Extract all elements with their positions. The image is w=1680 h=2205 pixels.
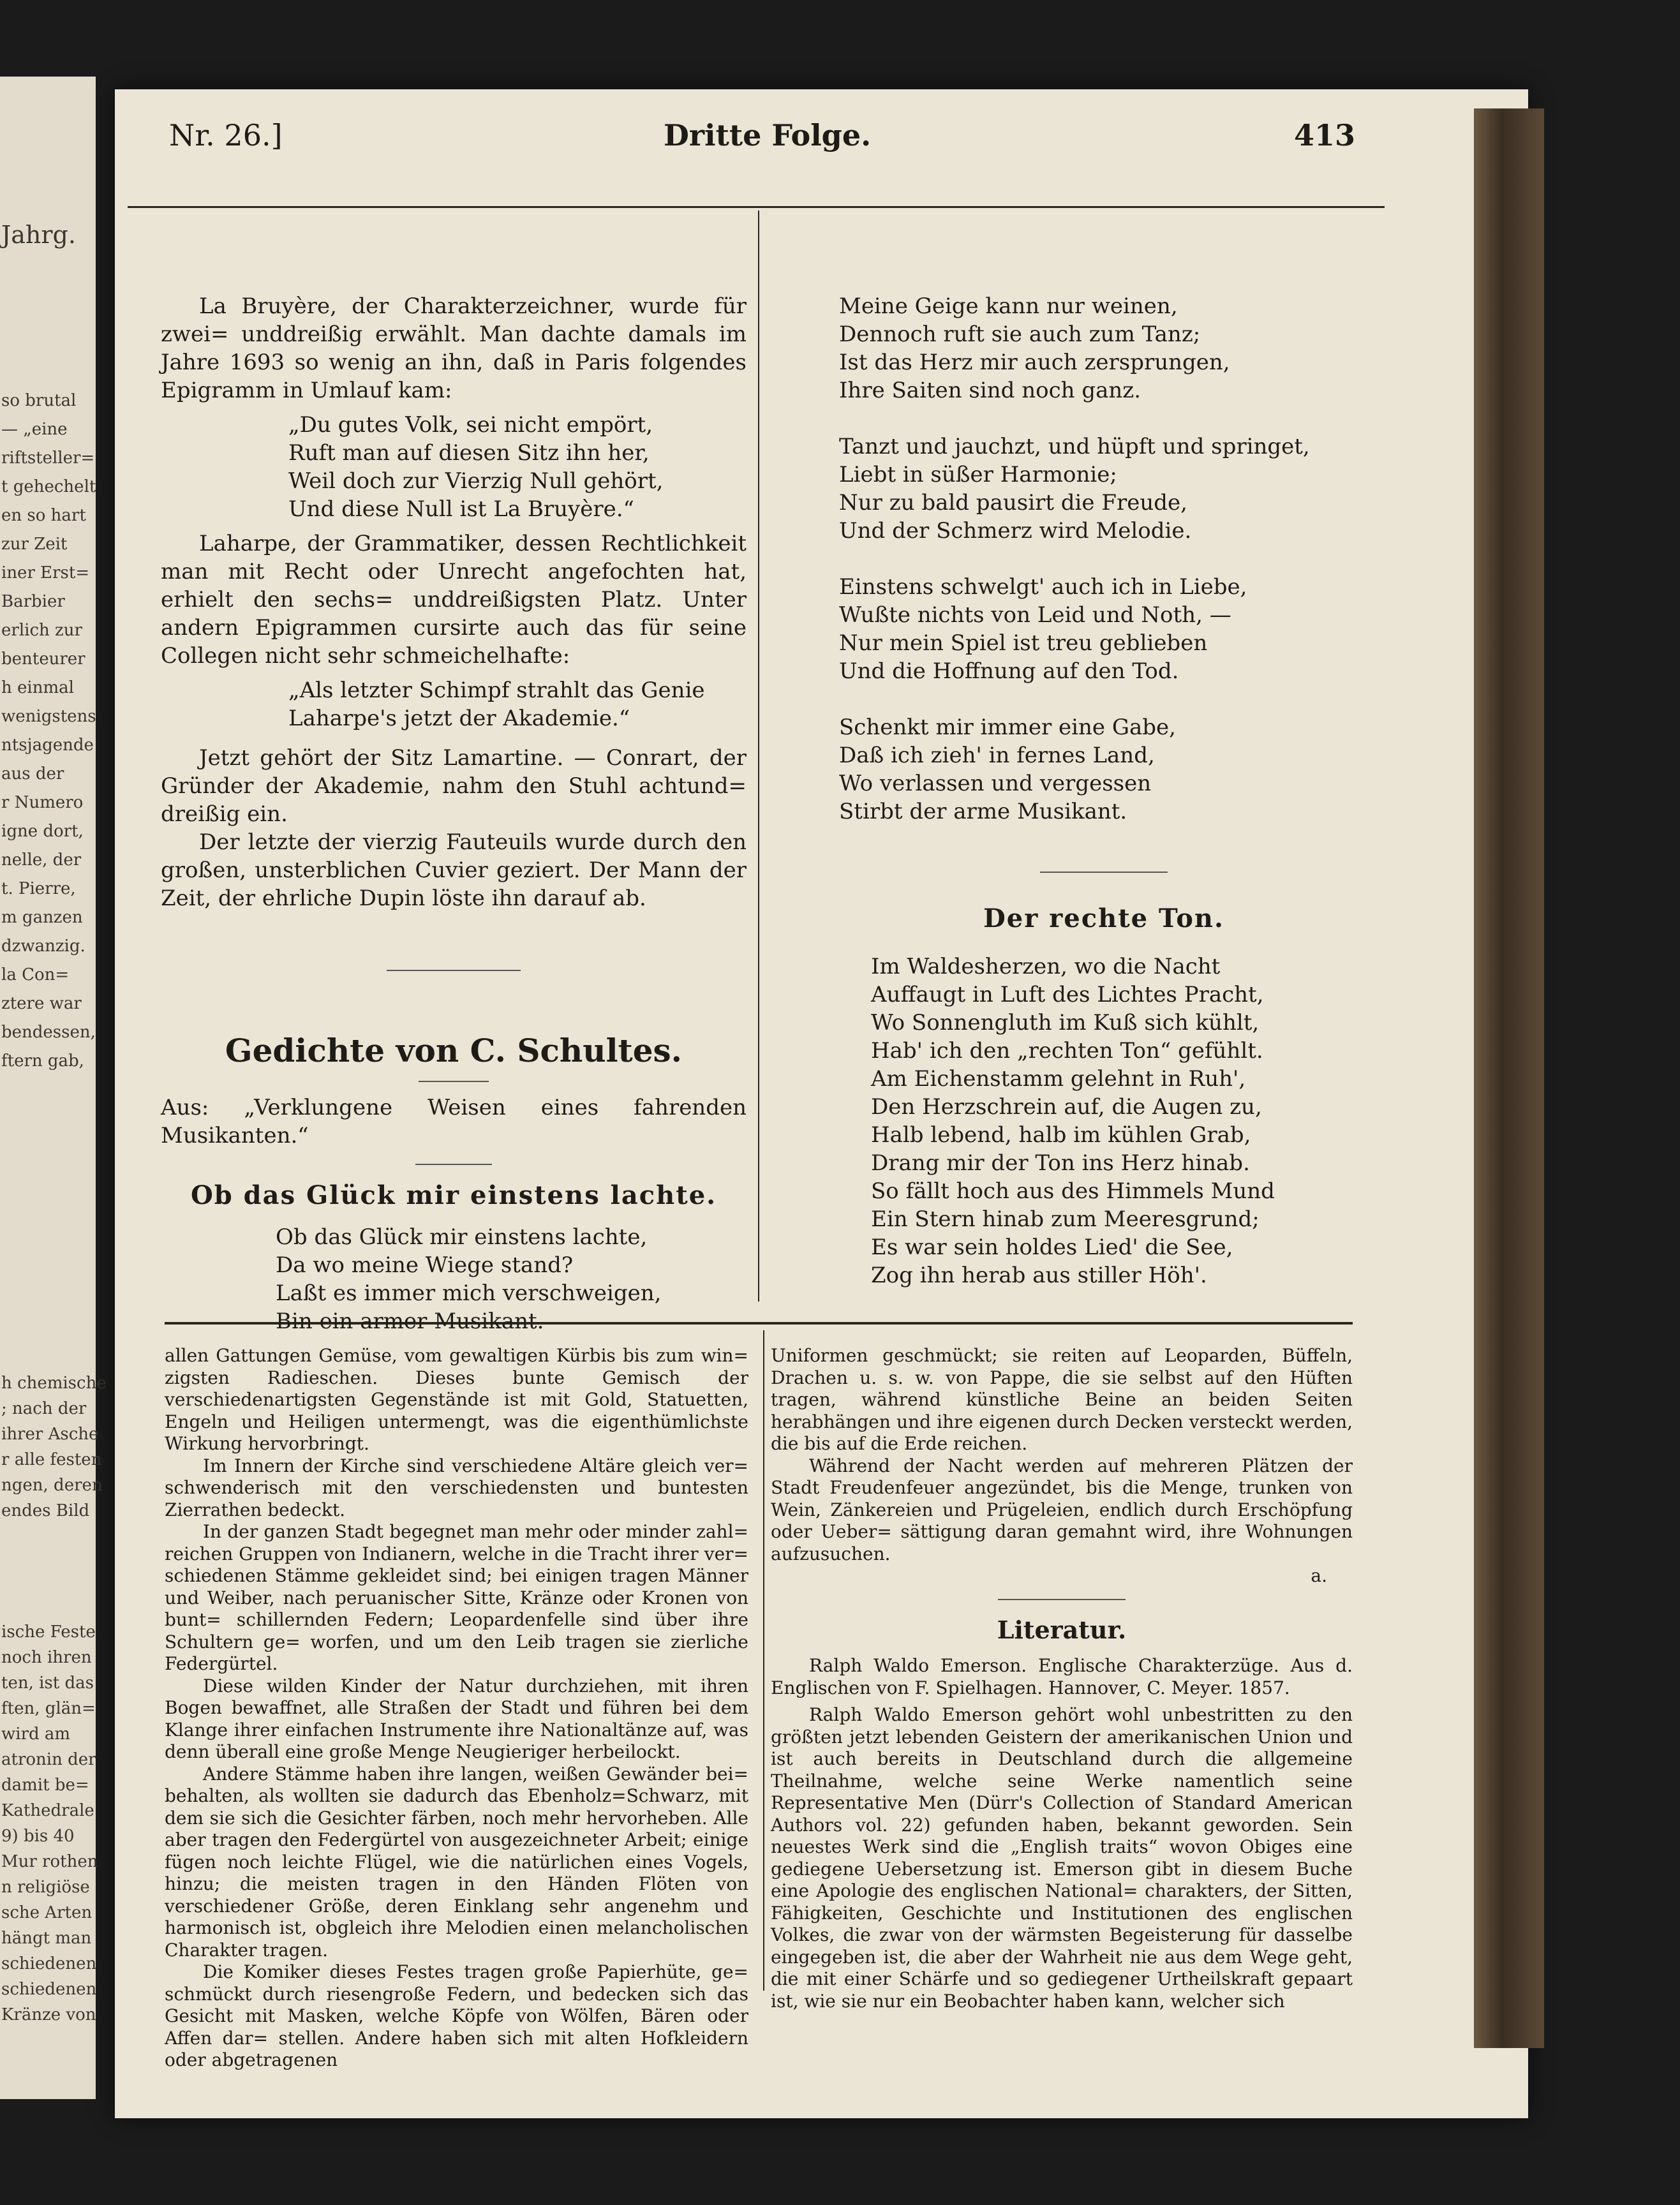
source-line: Aus: „Verklungene Weisen eines fahrenden Musikanten.“ bbox=[161, 1095, 747, 1148]
left-page-fragment: wenigstens bbox=[1, 707, 96, 726]
separator bbox=[387, 970, 521, 971]
paragraph: Jetzt gehört der Sitz Lamartine. — Conrart, der Gründer der Akademie, nahm den Stuhl achtund= dreißig ein. bbox=[161, 745, 747, 827]
paragraph: Im Innern der Kirche sind verschiedene Altäre gleich ver= schwenderisch mit den verschiedensten und buntesten Zierrathen bedeckt. bbox=[165, 1455, 748, 1520]
left-page-fragment: dzwanzig. bbox=[1, 937, 85, 956]
paragraph: Die Komiker dieses Festes tragen große Papierhüte, ge= schmückt durch riesengroße Federn, und bedecken sich das Gesicht mit Masken, welche Köpfe von Wölfen, Bären oder Affen dar= stellen. Andere haben sich mit alten Hofkleidern oder abgetragenen bbox=[165, 1961, 748, 2070]
book-entry: Ralph Waldo Emerson. Englische Charakterzüge. Aus d. Englischen von F. Spielhagen. Hannover, C. Meyer. 1857. bbox=[771, 1655, 1353, 1698]
left-page-fragment: ten, ist das bbox=[1, 1674, 94, 1693]
poem-stanza: Einstens schwelgt' auch ich in Liebe, Wußte nichts von Leid und Noth, — Nur mein Spiel ist treu geblieben Und die Hoffnung auf den Tod. bbox=[839, 574, 1247, 684]
left-page-fragment: t gehechelt bbox=[1, 477, 96, 496]
epigram-1: „Du gutes Volk, sei nicht empört, Ruft man auf diesen Sitz ihn her, Weil doch zur Vierzig Null gehört, Und diese Null ist La Bruyère.“ bbox=[288, 412, 664, 522]
left-page-fragment: noch ihren bbox=[1, 1648, 92, 1667]
left-page-fragment: en so hart bbox=[1, 506, 86, 525]
poem-stanza: Meine Geige kann nur weinen, Dennoch ruft sie auch zum Tanz; Ist das Herz mir auch zersprungen, Ihre Saiten sind noch ganz. bbox=[839, 293, 1230, 403]
left-page-fragment: t. Pierre, bbox=[1, 879, 76, 898]
left-page-fragment: h einmal bbox=[1, 678, 74, 697]
left-page-fragment: aus der bbox=[1, 764, 64, 783]
separator bbox=[1040, 872, 1168, 873]
literature-title: Literatur. bbox=[997, 1615, 1127, 1644]
book-spine bbox=[1474, 108, 1544, 2048]
paragraph: Laharpe, der Grammatiker, dessen Rechtlichkeit man mit Recht oder Unrecht angefochten hat, erhielt den sechs= unddreißigsten Platz. Unter andern Epigrammen cursirte auch das für seine Collegen nicht sehr schmeichelhafte: bbox=[161, 531, 747, 669]
left-page-fragment: n religiöse bbox=[1, 1878, 90, 1897]
paragraph: Der letzte der vierzig Fauteuils wurde durch den großen, unsterblichen Cuvier geziert. Der Mann der Zeit, der ehrliche Dupin löste ihn darauf ab. bbox=[161, 829, 747, 911]
separator bbox=[415, 1164, 492, 1165]
left-page-fragment: ihrer Asche bbox=[1, 1425, 99, 1444]
paragraph: Andere Stämme haben ihre langen, weißen Gewänder bei= behalten, als wollten sie dadurch das Ebenholz=Schwarz, mit dem sie sich die Gesichter färben, noch mehr hervorheben. Alle aber tragen den Federgürtel von ausgezeichneter Arbeit; einige fügen noch leichte Flügel, wie die natürlichen eines Vogels, hinzu; die meisten tragen in den Händen Flöten von verschiedener Größe, deren Einklang sehr angenehm und harmonisch ist, obgleich ihre Melodien einen melancholischen Charakter tragen. bbox=[165, 1763, 748, 1961]
left-page-header: Jahrg. bbox=[1, 221, 76, 249]
left-page-fragment: iner Erst= bbox=[1, 563, 90, 583]
column-divider-top bbox=[758, 211, 759, 1302]
paragraph: In der ganzen Stadt begegnet man mehr oder minder zahl= reichen Gruppen von Indianern, welche in die Tracht ihrer ver= schiedenen Stämme gekleidet sind; bei einigen tragen Männer und Weiber, nach peruanischer Sitte, Kränze oder Kronen von bunt= schillernden Federn; Leopardenfelle sind über ihre Schultern ge= worfen, und um den Leib tragen sie zierliche Federgürtel. bbox=[165, 1521, 748, 1674]
left-page-fragment: so brutal bbox=[1, 391, 77, 410]
separator bbox=[419, 1081, 489, 1082]
left-page-fragment: r Numero bbox=[1, 793, 84, 812]
left-page-fragment: damit be= bbox=[1, 1776, 89, 1795]
header-rule bbox=[128, 206, 1385, 208]
paragraph: Ralph Waldo Emerson gehört wohl unbestritten zu den größten jetzt lebenden Geistern der amerikanischen Union und ist auch bereits in Deutschland durch die allgemeine Theilnahme, welche seine Werke namentlich seine Representative Men (Dürr's Collection of Standard American Authors vol. 22) gefunden haben, bekannt geworden. Sein neuestes Werk sind die „English traits“ wovon Obiges eine gediegene Uebersetzung ist. Emerson gibt in diesem Buche eine Apologie des englischen National= charakters, der Sitten, Fähigkeiten, Geschichte und Institutionen des englischen Volkes, die zwar von der wärmsten Begeisterung für dasselbe eingegeben ist, die aber der Wahrheit nie aus dem Wege geht, die mit einer Schärfe und so gediegener Urtheilskraft gepaart ist, wie sie nur ein Beobachter haben kann, welcher sich bbox=[771, 1704, 1353, 2012]
left-page-fragment: ngen, deren bbox=[1, 1476, 103, 1495]
poem-stanza: Im Waldesherzen, wo die Nacht Auffaugt in Luft des Lichtes Pracht, Wo Sonnengluth im Kuß sich kühlt, Hab' ich den „rechten Ton“ gefühlt. Am Eichenstamm gelehnt in Ruh', Den Herzschrein auf, die Augen zu, Halb lebend, halb im kühlen Grab, Drang mir der Ton ins Herz hinab. So fällt hoch aus des Himmels Mund Ein Stern hinab zum Meeresgrund; Es war sein holdes Lied' die See, Zog ihn herab aus stiller Höh'. bbox=[871, 954, 1275, 1288]
left-page-fragment: bendessen, bbox=[1, 1023, 96, 1042]
left-page-fragment: benteurer bbox=[1, 650, 85, 669]
top-left-column bbox=[161, 292, 747, 1335]
left-page-fragment: schiedenen bbox=[1, 1954, 97, 1973]
paragraph: Diese wilden Kinder der Natur durchziehen, mit ihren Bogen bewaffnet, alle Straßen der Stadt und führen bei dem Klange ihrer einfachen Instrumente ihre Nationaltänze auf, was denn überall eine große Menge Neugieriger herbeilockt. bbox=[165, 1675, 748, 1762]
left-page-fragment: ntsjagende bbox=[1, 736, 94, 755]
separator bbox=[998, 1599, 1126, 1600]
left-page-fragment: riftsteller= bbox=[1, 449, 95, 468]
left-page-fragment: h chemische bbox=[1, 1374, 107, 1393]
section-title: Gedichte von C. Schultes. bbox=[225, 1032, 683, 1069]
left-page-fragment: Kränze von bbox=[1, 2005, 96, 2024]
left-page-fragment: ; nach der bbox=[1, 1399, 87, 1418]
poem-title: Der rechte Ton. bbox=[983, 903, 1224, 933]
left-page-fragment: Barbier bbox=[1, 592, 65, 611]
poem-title: Ob das Glück mir einstens lachte. bbox=[190, 1180, 717, 1210]
poem-stanza: Ob das Glück mir einstens lachte, Da wo meine Wiege stand? Laßt es immer mich verschweigen, Bin ein armer Musikant. bbox=[276, 1224, 662, 1334]
left-page-edge bbox=[0, 77, 107, 2099]
epigram-2: „Als letzter Schimpf strahlt das Genie Laharpe's jetzt der Akademie.“ bbox=[288, 678, 705, 731]
left-page-fragment: erlich zur bbox=[1, 621, 82, 640]
poem-stanza: Schenkt mir immer eine Gabe, Daß ich zieh' in fernes Land, Wo verlassen und vergessen Stirbt der arme Musikant. bbox=[839, 715, 1176, 824]
left-page-fragment: wird am bbox=[1, 1725, 71, 1744]
top-right-column bbox=[839, 292, 1369, 1289]
left-page-fragment: r alle festen bbox=[1, 1450, 102, 1469]
left-page-fragment: ftern gab, bbox=[1, 1051, 84, 1071]
left-page-fragment: igne dort, bbox=[1, 822, 84, 841]
left-page-fragment: Mur rothen bbox=[1, 1852, 98, 1871]
left-page-fragment: ische Feste bbox=[1, 1622, 96, 1642]
bottom-right-column bbox=[771, 1345, 1353, 2012]
paragraph: Während der Nacht werden auf mehreren Plätzen der Stadt Freudenfeuer angezündet, bis die Menge, trunken von Wein, Zänkereien und Prügeleien, endlich durch Erschöpfung oder Ueber= sättigung daran gemahnt wird, ihre Wohnungen aufzusuchen. bbox=[771, 1455, 1353, 1564]
left-page-fragment: hängt man bbox=[1, 1929, 92, 1948]
left-page-fragment: sche Arten bbox=[1, 1903, 93, 1922]
left-page-fragment: atronin der bbox=[1, 1750, 96, 1769]
left-page-fragment: ften, glän= bbox=[1, 1699, 96, 1718]
column-divider-bottom bbox=[763, 1330, 764, 1991]
left-page-fragment: — „eine bbox=[1, 420, 68, 439]
paragraph: Uniformen geschmückt; sie reiten auf Leoparden, Büffeln, Drachen u. s. w. von Pappe, die sie selbst auf den Hüften tragen, während künstliche Beine an beiden Seiten herabhängen und ihre eigenen durch Decken versteckt werden, die bis auf die Erde reichen. bbox=[771, 1345, 1353, 1454]
left-page-fragment: Kathedrale bbox=[1, 1801, 94, 1820]
series-title: Dritte Folge. bbox=[664, 118, 872, 152]
left-page-fragment: nelle, der bbox=[1, 850, 82, 870]
left-page-fragment: schiedenen bbox=[1, 1980, 97, 1999]
left-page-fragment: ztere war bbox=[1, 994, 82, 1013]
issue-number: Nr. 26.] bbox=[169, 118, 283, 152]
left-page-fragment: m ganzen bbox=[1, 908, 83, 927]
bottom-left-column bbox=[165, 1345, 748, 2072]
signature: a. bbox=[1311, 1565, 1327, 1586]
left-page-fragment: la Con= bbox=[1, 965, 70, 984]
left-page-fragment: endes Bild bbox=[1, 1501, 90, 1520]
left-page-fragment: 9) bis 40 bbox=[1, 1827, 75, 1846]
left-page-fragment: zur Zeit bbox=[1, 535, 68, 554]
page-number: 413 bbox=[1294, 118, 1356, 152]
poem-stanza: Tanzt und jauchzt, und hüpft und springet, Liebt in süßer Harmonie; Nur zu bald pausirt die Freude, Und der Schmerz wird Melodie. bbox=[839, 434, 1310, 544]
paragraph: La Bruyère, der Charakterzeichner, wurde für zwei= unddreißig erwählt. Man dachte damals im Jahre 1693 so wenig an ihn, daß in Paris folgendes Epigramm in Umlauf kam: bbox=[161, 293, 747, 403]
paragraph: allen Gattungen Gemüse, vom gewaltigen Kürbis bis zum win= zigsten Radieschen. Dieses bunte Gemisch der verschiedenartigsten Gegenstände ist mit Gold, Statuetten, Engeln und Heiligen untermengt, was die eigenthümlichste Wirkung hervorbringt. bbox=[165, 1345, 748, 1454]
